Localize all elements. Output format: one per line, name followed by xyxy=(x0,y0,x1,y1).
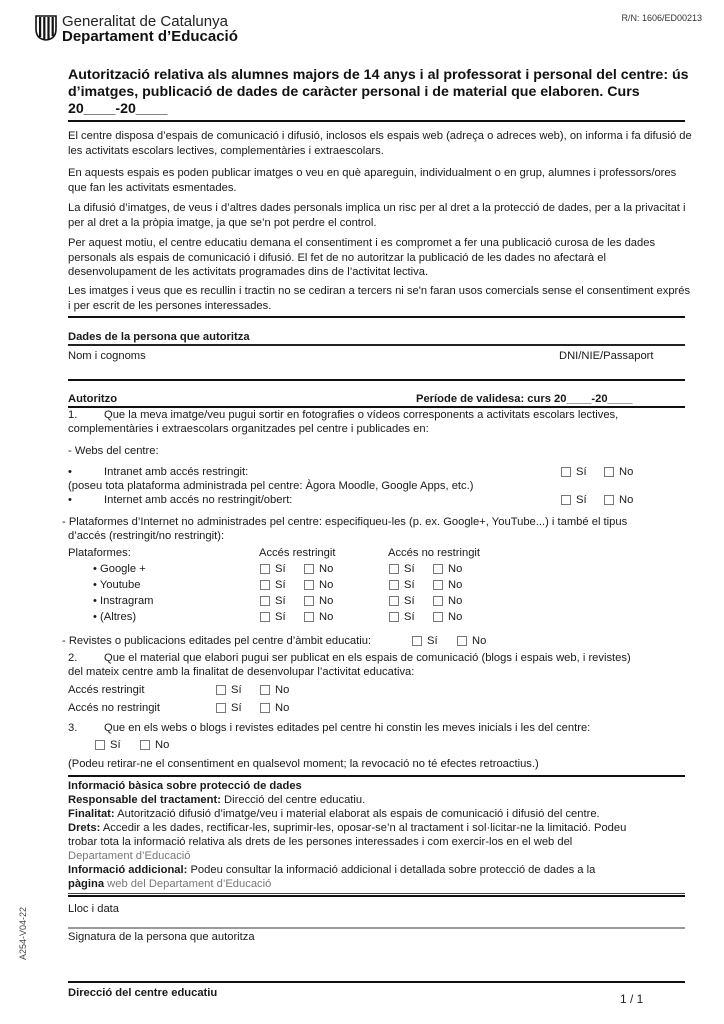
additional-info-line: Informació addicional: Podeu consultar la informació addicional i detallada sobre protecció de dades a la xyxy=(68,864,596,876)
divider xyxy=(68,379,685,381)
signature-label: Signatura de la persona que autoritza xyxy=(68,931,255,943)
platforms-intro-cont: d’accés (restringit/no restringit): xyxy=(68,530,225,542)
col-unrestricted-header: Accés no restringit xyxy=(388,547,481,559)
authorize-heading: Autoritzo xyxy=(68,393,118,405)
additional-info-line-cont: pàgina web del Departament d’Educació xyxy=(68,878,272,890)
purpose-line: Finalitat: Autorització difusió d’imatge/veu i material elaborat als espais de comunicació i difusió del centre. xyxy=(68,808,600,820)
col-restricted-header: Accés restringit xyxy=(259,547,336,559)
intro-paragraph: La difusió d’imatges, de veus i d’altres dades personals implica un risc per al dret a la protecció de dades, per a la privacitat i per al dret a la pròpia imatge, ja que se’n pot perdre el control. xyxy=(68,202,686,229)
checkbox-icon[interactable] xyxy=(260,564,270,574)
responsible-line: Responsable del tractament: Direcció del centre educatiu. xyxy=(68,794,366,806)
intranet-no-checkbox[interactable]: No xyxy=(604,465,633,479)
magazines-no-checkbox[interactable]: No xyxy=(457,634,486,648)
platform-unrestricted-yes[interactable]: Sí xyxy=(389,610,415,624)
item3-no-checkbox[interactable]: No xyxy=(140,738,169,752)
rights-line-cont: trobar tota la informació relativa als drets de les persones interessades i com exercir-los en el web del xyxy=(68,836,573,848)
platform-name: • Google + xyxy=(93,563,146,575)
name-field[interactable] xyxy=(68,362,548,378)
item1-text: Que la meva imatge/veu pugui sortir en fotografies o vídeos corresponents a activitats escolars lectives, xyxy=(104,409,619,421)
platform-unrestricted-no[interactable]: No xyxy=(433,578,462,592)
platform-restricted-no[interactable]: No xyxy=(304,610,333,624)
platform-unrestricted-yes[interactable]: Sí xyxy=(389,562,415,576)
internet-no-checkbox[interactable]: No xyxy=(604,493,633,507)
item3-text: Que en els webs o blogs i revistes editades pel centre hi constin les meves inicials i les del centre: xyxy=(104,722,591,734)
page-number: 1 / 1 xyxy=(620,992,644,1006)
checkbox-icon[interactable] xyxy=(260,612,270,622)
platform-restricted-no[interactable]: No xyxy=(304,594,333,608)
bullet: • xyxy=(68,466,72,478)
checkbox-icon[interactable] xyxy=(433,564,443,574)
item3-yes-checkbox[interactable]: Sí xyxy=(95,738,121,752)
divider xyxy=(68,981,685,983)
platform-name: • (Altres) xyxy=(93,611,137,623)
item2-restricted-no[interactable]: No xyxy=(260,683,289,697)
item2-text-cont: del mateix centre amb la finalitat de desenvolupar l’activitat educativa: xyxy=(68,666,415,678)
platforms-intro: - Plataformes d’Internet no administrades pel centre: especifiqueu-les (p. ex. Google+, YouTube...) i també el tipus xyxy=(62,516,628,528)
checkbox-icon[interactable] xyxy=(433,580,443,590)
checkbox-icon[interactable] xyxy=(260,703,270,713)
id-field[interactable] xyxy=(559,362,685,378)
intro-paragraph: En aquests espais es poden publicar imatges o veu en què apareguin, individualment o en grup, alumnes i professors/ores que fan les activitats esmentades. xyxy=(68,167,677,194)
revoke-note: (Podeu retirar-ne el consentiment en qualsevol moment; la revocació no té efectes retroactius.) xyxy=(68,758,539,770)
platform-restricted-no[interactable]: No xyxy=(304,562,333,576)
item2-unrestricted-label: Accés no restringit xyxy=(68,702,161,714)
intro-paragraph: Les imatges i veus que es recullin i tractin no se cediran a tercers ni se'n faran usos comercials sense el consentiment exprés i per escrit de les persones interessades. xyxy=(68,285,691,312)
checkbox-icon[interactable] xyxy=(140,740,150,750)
internet-yes-checkbox[interactable]: Sí xyxy=(561,493,587,507)
platform-unrestricted-no[interactable]: No xyxy=(433,562,462,576)
platform-name: • Youtube xyxy=(93,579,141,591)
item2-restricted-label: Accés restringit xyxy=(68,684,145,696)
internet-label: Internet amb accés no restringit/obert: xyxy=(104,494,293,506)
magazines-yes-checkbox[interactable]: Sí xyxy=(412,634,438,648)
item1-number: 1. xyxy=(68,409,78,421)
platform-name: • Instragram xyxy=(93,595,154,607)
platform-restricted-yes[interactable]: Sí xyxy=(260,578,286,592)
checkbox-icon[interactable] xyxy=(433,596,443,606)
checkbox-icon[interactable] xyxy=(433,612,443,622)
checkbox-icon[interactable] xyxy=(389,596,399,606)
department-link[interactable]: Departament d’Educació xyxy=(68,850,191,862)
document-title: Autorització relativa als alumnes majors de 14 anys i al professorat i personal del centre: ús d’imatges, publicació de dades de caràcter personal i de material que elaboren. Curs 20____-20____ xyxy=(68,67,689,117)
checkbox-icon[interactable] xyxy=(389,580,399,590)
checkbox-icon[interactable] xyxy=(216,703,226,713)
checkbox-icon[interactable] xyxy=(561,495,571,505)
person-section-heading: Dades de la persona que autoritza xyxy=(68,331,250,343)
place-date-label: Lloc i data xyxy=(68,903,119,915)
webs-label: - Webs del centre: xyxy=(68,445,159,457)
item2-unrestricted-no[interactable]: No xyxy=(260,701,289,715)
checkbox-icon[interactable] xyxy=(412,636,422,646)
divider xyxy=(68,344,685,346)
department-web-link[interactable]: web del Departament d’Educació xyxy=(104,878,272,890)
generalitat-emblem-icon xyxy=(35,15,57,41)
intranet-note: (poseu tota plataforma administrada pel centre: Àgora Moodle, Google Apps, etc.) xyxy=(68,480,474,492)
org-name: Generalitat de Catalunya xyxy=(62,13,228,30)
item3-number: 3. xyxy=(68,722,78,734)
place-date-field[interactable] xyxy=(68,916,685,926)
platform-restricted-no[interactable]: No xyxy=(304,578,333,592)
item2-text: Que el material que elabori pugui ser publicat en els espais de comunicació (blogs i espais web, i revistes) xyxy=(104,652,631,664)
divider xyxy=(68,316,685,318)
divider xyxy=(68,775,685,777)
bullet: • xyxy=(68,494,72,506)
divider xyxy=(68,895,685,897)
department-name: Departament d’Educació xyxy=(62,28,238,45)
header-logo xyxy=(35,14,238,45)
checkbox-icon[interactable] xyxy=(260,685,270,695)
rights-line: Drets: Accedir a les dades, rectificar-les, suprimir-les, oposar-se’n al tractament i sol·licitar-ne la limitació. Podeu xyxy=(68,822,627,834)
checkbox-icon[interactable] xyxy=(95,740,105,750)
intranet-yes-checkbox[interactable]: Sí xyxy=(561,465,587,479)
checkbox-icon[interactable] xyxy=(389,564,399,574)
divider xyxy=(68,927,685,929)
checkbox-icon[interactable] xyxy=(304,612,314,622)
item1-text-cont: complementàries i extraescolars organitzades pel centre i publicades en: xyxy=(68,423,429,435)
checkbox-icon[interactable] xyxy=(304,580,314,590)
platform-restricted-yes[interactable]: Sí xyxy=(260,594,286,608)
data-protection-heading: Informació bàsica sobre protecció de dades xyxy=(68,780,302,792)
item2-unrestricted-yes[interactable]: Sí xyxy=(216,701,242,715)
divider xyxy=(68,893,685,894)
platform-unrestricted-no[interactable]: No xyxy=(433,594,462,608)
platform-unrestricted-yes[interactable]: Sí xyxy=(389,594,415,608)
magazines-label: - Revistes o publicacions editades pel centre d’àmbit educatiu: xyxy=(62,635,372,647)
platform-restricted-yes[interactable]: Sí xyxy=(260,610,286,624)
checkbox-icon[interactable] xyxy=(304,596,314,606)
reference-number: R/N: 1606/ED00213 xyxy=(621,13,702,23)
checkbox-icon[interactable] xyxy=(457,636,467,646)
checkbox-icon[interactable] xyxy=(389,612,399,622)
signature-field[interactable] xyxy=(68,944,685,980)
name-field-label: Nom i cognoms xyxy=(68,350,146,362)
item2-restricted-yes[interactable]: Sí xyxy=(216,683,242,697)
form-code: A254-V04-22 xyxy=(18,906,28,960)
checkbox-icon[interactable] xyxy=(561,467,571,477)
checkbox-icon[interactable] xyxy=(304,564,314,574)
checkbox-icon[interactable] xyxy=(604,467,614,477)
intranet-label: Intranet amb accés restringit: xyxy=(104,466,249,478)
platform-restricted-yes[interactable]: Sí xyxy=(260,562,286,576)
validity-period: Període de validesa: curs 20____-20____ xyxy=(416,393,633,405)
checkbox-icon[interactable] xyxy=(260,580,270,590)
platform-unrestricted-no[interactable]: No xyxy=(433,610,462,624)
intro-paragraph: Per aquest motiu, el centre educatiu demana el consentiment i es compromet a fer una publicació curosa de les dades personals als espais de comunicació i difusió. El fet de no autoritzar la publicació de les dades no afectarà el desenvolupament de les activitats programades dins de l’activitat lectiva. xyxy=(68,237,656,279)
platform-unrestricted-yes[interactable]: Sí xyxy=(389,578,415,592)
divider xyxy=(68,120,685,122)
checkbox-icon[interactable] xyxy=(260,596,270,606)
checkbox-icon[interactable] xyxy=(216,685,226,695)
intro-paragraph: El centre disposa d’espais de comunicació i difusió, inclosos els espais web (adreça o adreces web), on informa i fa difusió de les activitats escolars lectives, complementàries i extraescolars. xyxy=(68,130,692,157)
id-field-label: DNI/NIE/Passaport xyxy=(559,350,654,362)
item2-number: 2. xyxy=(68,652,78,664)
direction-label: Direcció del centre educatiu xyxy=(68,987,218,999)
platforms-header: Plataformes: xyxy=(68,547,131,559)
checkbox-icon[interactable] xyxy=(604,495,614,505)
